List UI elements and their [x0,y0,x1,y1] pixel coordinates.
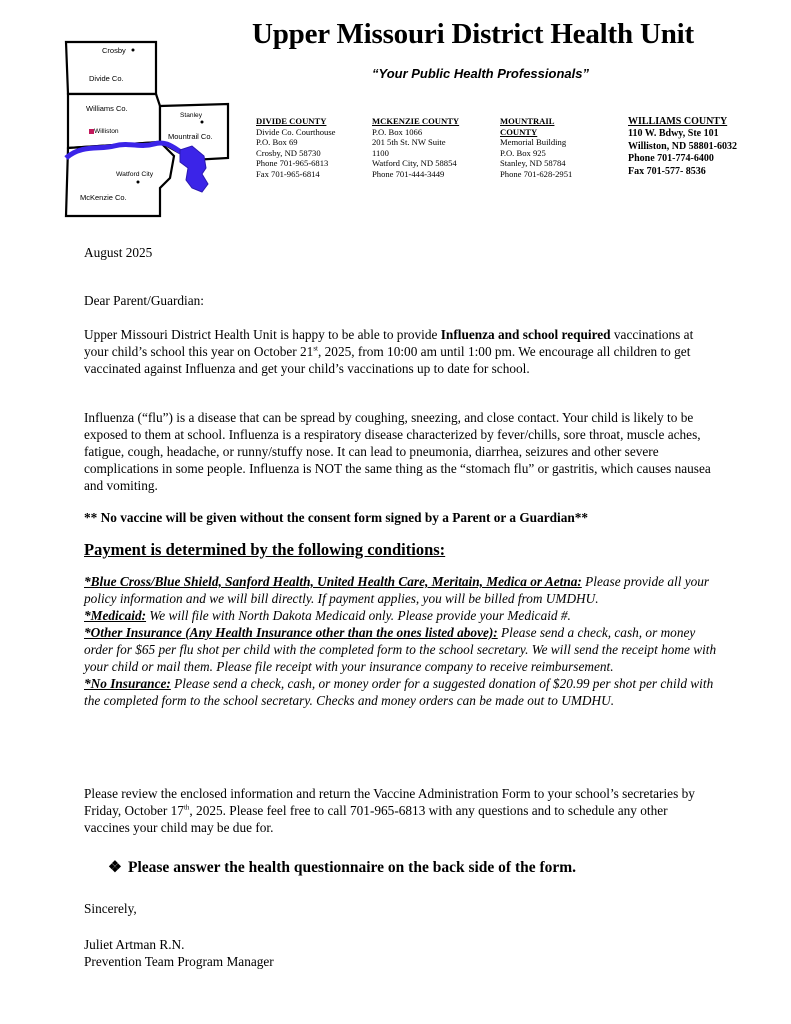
signer-title: Prevention Team Program Manager [84,954,274,969]
organization-title: Upper Missouri District Health Unit [252,18,694,50]
closing-superscript: th [183,803,190,812]
intro-text: , 2025, from 10:00 am until 1:00 pm. We encourage all children to get vaccinated against Influenza and get your child’s vaccinations up to date for school. [84,344,691,376]
payment-condition-other-insurance [84,624,720,675]
salutation: Dear Parent/Guardian: [84,293,204,308]
intro-superscript: st [313,344,318,353]
office-divide-county [256,116,362,180]
office-fax: Fax 701-577- 8536 [628,165,706,177]
office-line: Watford City, ND 58854 [372,158,457,169]
payment-heading: Payment is determined by the following conditions: [84,540,446,559]
diamond-bullet-icon: ❖ [108,859,122,876]
payment-conditions [84,573,720,709]
crosby-marker [132,49,135,52]
office-phone: Phone 701-628-2951 [500,168,573,179]
intro-paragraph [84,326,716,377]
office-name: MOUNTRAIL COUNTY [500,116,555,137]
payment-condition-no-insurance [84,675,720,709]
mckenzie-county-shape [66,142,174,216]
closing-text: Please review the enclosed information and return the Vaccine Administration Form to your school’s secretaries by Friday, October 17 [84,786,695,818]
stanley-marker [201,121,204,124]
letter-date: August 2025 [84,245,153,260]
office-line: Williston, ND 58801-6032 [628,140,737,152]
office-line: P.O. Box 1066 [372,126,423,137]
office-line: Divide Co. Courthouse [256,126,336,137]
sign-off: Sincerely, [84,901,137,916]
office-mountrail-county [500,116,592,180]
intro-bold-text: Influenza and school required [440,327,611,342]
condition-text: Please provide all your policy information and we will bill directly. If payment applies, you will be billed from UMDHU. [84,574,710,606]
office-fax: Fax 701-965-6814 [256,168,320,179]
office-line: P.O. Box 925 [500,147,546,158]
condition-label: *Other Insurance (Any Health Insurance other than the ones listed above): [84,625,498,640]
payment-condition-insurers [84,573,720,607]
office-name: DIVIDE COUNTY [256,116,327,126]
office-mckenzie-county [372,116,484,180]
watford-marker [137,181,140,184]
influenza-paragraph: Influenza (“flu”) is a disease that can be spread by coughing, sneezing, and close contact. Your child is likely to be exposed to them at school. Influenza is a respiratory disease characterized by fever/chills, sore throat, muscle aches, fatigue, cough, headache, or runny/stuffy nose. It can lead to pneumonia, diarrhea, seizures and other severe complications in some people. Influenza is NOT the same thing as the “stomach flu” or gastritis, which causes nausea and vomiting. [84,410,711,493]
intro-text: Upper Missouri District Health Unit is happy to be able to provide [84,327,441,342]
intro-text: vaccinations at your child’s school this year on October 21 [84,327,694,359]
office-line: 201 5th St. NW Suite [372,137,446,148]
map-label-stanley: Stanley [180,112,202,119]
map-label-mckenzie: McKenzie Co. [80,193,127,202]
map-label-watford: Watford City [116,171,154,178]
signature-block [84,936,274,970]
office-line: Memorial Building [500,137,567,148]
map-label-divide: Divide Co. [89,74,124,83]
questionnaire-note [108,858,576,877]
office-line: 1100 [372,147,389,158]
map-label-williams: Williams Co. [86,104,128,113]
map-label-mountrail: Mountrail Co. [168,132,213,141]
office-line: Stanley, ND 58784 [500,158,566,169]
consent-notice: ** No vaccine will be given without the consent form signed by a Parent or a Guardian** [84,510,589,525]
condition-text: We will file with North Dakota Medicaid only. Please provide your Medicaid #. [146,608,571,623]
williams-county-shape [68,94,160,148]
condition-label: *Medicaid: [84,608,147,623]
office-phone: Phone 701-774-6400 [628,153,714,165]
map-label-crosby: Crosby [102,46,126,55]
office-line: P.O. Box 69 [256,137,298,148]
office-name: MCKENZIE COUNTY [372,116,460,126]
questionnaire-text: Please answer the health questionnaire on the back side of the form. [128,859,577,876]
district-map [62,38,238,220]
map-label-williston: Williston [94,128,119,135]
tagline: “Your Public Health Professionals” [372,66,589,81]
condition-text: Please send a check, cash, or money order for a suggested donation of $20.99 per shot per child with the completed form to the school secretary. Checks and money orders can be made out to UMDHU. [84,676,714,708]
office-name: WILLIAMS COUNTY [628,116,728,127]
condition-label: *No Insurance: [84,676,171,691]
office-williams-county [628,116,758,200]
payment-condition-medicaid [84,607,720,624]
office-phone: Phone 701-444-3449 [372,168,445,179]
condition-text: Please send a check, cash, or money order for $65 per flu shot per child with the completed form to the school secretary. We will send the receipt home with your child or mail them. Please file receipt with your insurance company to receive reimbursement. [84,625,717,674]
office-line: 110 W. Bdwy, Ste 101 [628,128,719,140]
closing-text: , 2025. Please feel free to call 701-965-6813 with any questions and to schedule any other vaccines your child may be due for. [84,803,668,835]
office-phone: Phone 701-965-6813 [256,158,329,169]
signer-name: Juliet Artman R.N. [84,937,185,952]
closing-paragraph [84,785,716,836]
condition-label: *Blue Cross/Blue Shield, Sanford Health, United Health Care, Meritain, Medica or Aetna: [84,574,582,589]
office-line: Crosby, ND 58730 [256,147,321,158]
